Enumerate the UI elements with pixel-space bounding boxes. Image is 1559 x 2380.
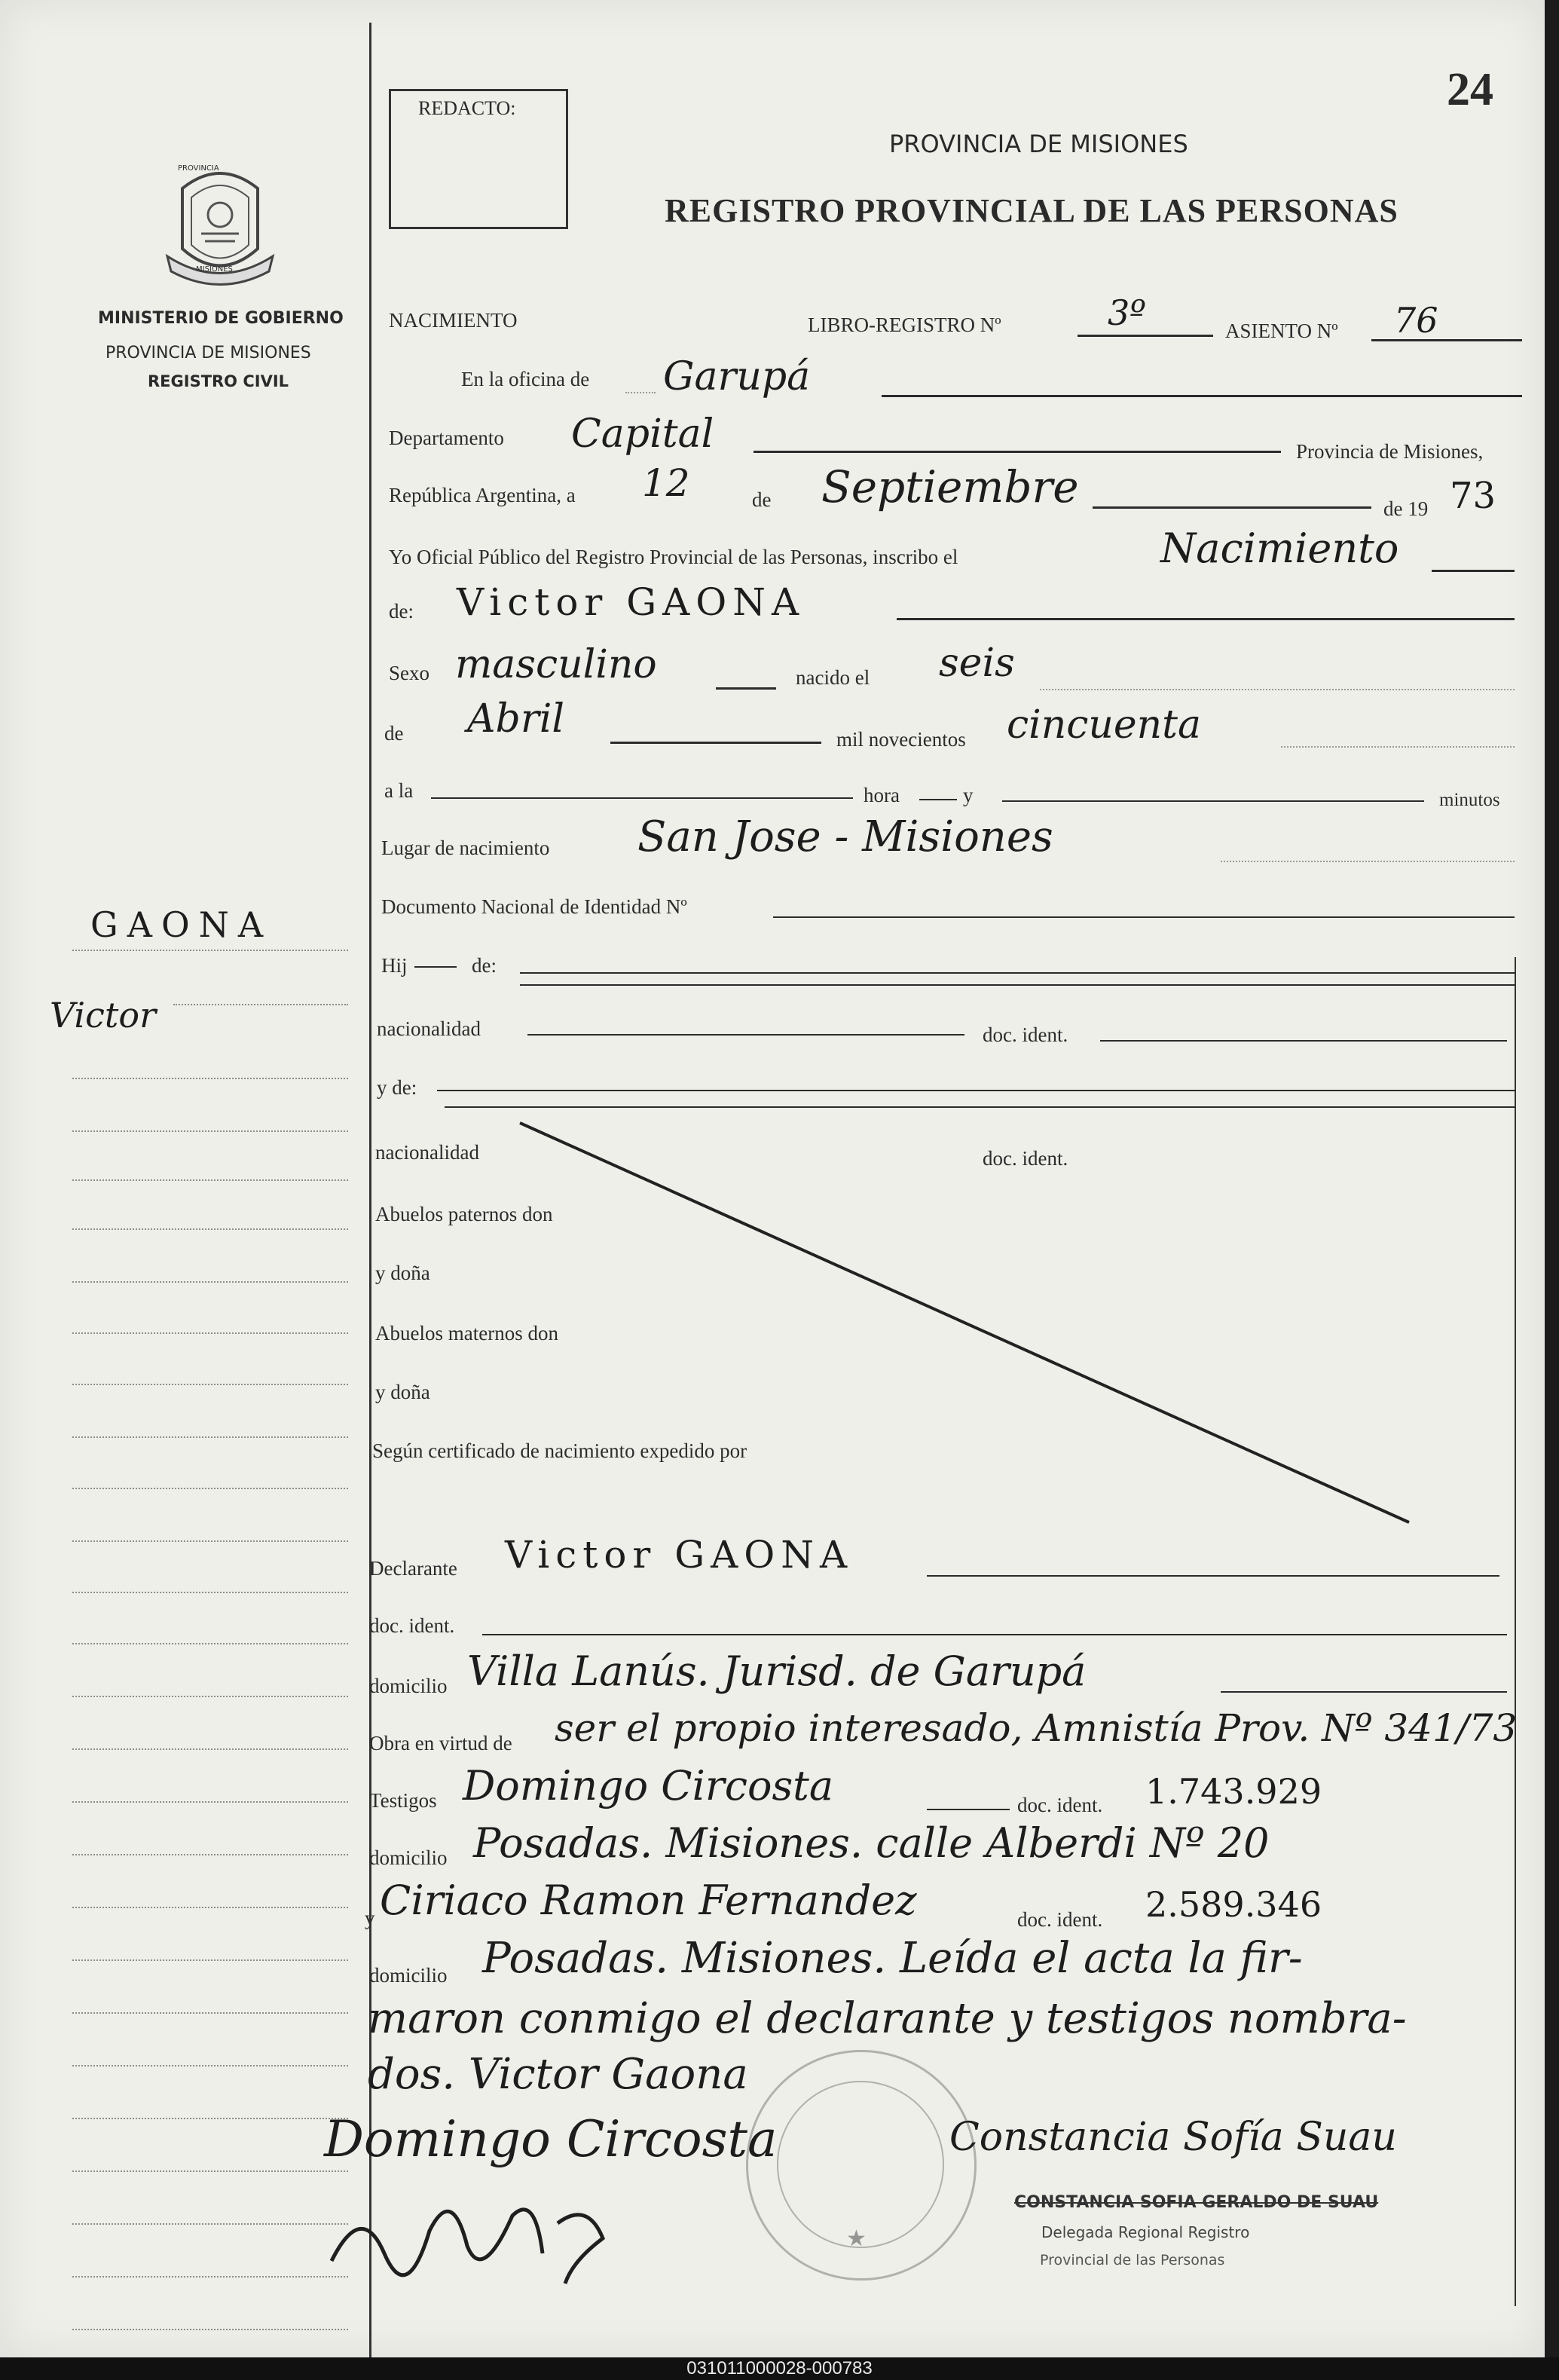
stamp-line2: Delegada Regional Registro xyxy=(1041,2223,1250,2241)
value-departamento: Capital xyxy=(571,411,714,457)
label-de: de xyxy=(752,488,772,511)
label-de-mes: de xyxy=(384,722,404,745)
value-cierre2: dos. Victor Gaona xyxy=(368,2050,748,2099)
ministry-line1: MINISTERIO DE GOBIERNO xyxy=(98,309,344,328)
value-inscripcion: Nacimiento xyxy=(1160,525,1399,572)
value-oficina: Garupá xyxy=(663,354,811,399)
label-a-la: a la xyxy=(384,779,414,802)
cancellation-diagonal xyxy=(512,1115,1417,1537)
label-segun: Según certificado de nacimiento expedido por xyxy=(372,1439,747,1462)
label-hijo-de: de: xyxy=(472,954,497,977)
value-declarante: Victor GAONA xyxy=(505,1533,854,1577)
value-testigo2-doc: 2.589.346 xyxy=(1145,1884,1322,1925)
signature-testigo1: Domingo Circosta xyxy=(324,2110,778,2168)
label-abuelos-maternos: Abuelos maternos don xyxy=(375,1322,558,1344)
label-doc-ident-5: doc. ident. xyxy=(1017,1908,1103,1931)
value-testigo2: Ciriaco Ramon Fernandez xyxy=(380,1877,917,1924)
margin-given-name: Victor xyxy=(50,995,157,1036)
stamp-line1: CONSTANCIA SOFIA GERALDO DE SUAU xyxy=(1014,2193,1379,2212)
label-y-testigo: y xyxy=(365,1907,375,1929)
value-domicilio2: Posadas. Misiones. calle Alberdi Nº 20 xyxy=(473,1819,1270,1867)
label-doc-ident-1: doc. ident. xyxy=(983,1023,1068,1046)
label-provincia: Provincia de Misiones, xyxy=(1296,440,1484,463)
value-sexo: masculino xyxy=(455,642,657,687)
header-province: PROVINCIA DE MISIONES xyxy=(889,130,1188,158)
label-yo-oficial: Yo Oficial Público del Registro Provincial de las Personas, inscribo el xyxy=(389,546,958,568)
label-nacimiento: NACIMIENTO xyxy=(389,309,518,332)
stamp-line3: Provincial de las Personas xyxy=(1040,2252,1225,2268)
label-de19: de 19 xyxy=(1383,497,1429,520)
value-nacido-anio: cincuenta xyxy=(1007,702,1202,748)
seal-text-top: PROVINCIA xyxy=(178,164,219,173)
redacto-label: REDACTO: xyxy=(418,97,516,119)
official-round-stamp xyxy=(746,2050,977,2281)
ministry-line2: PROVINCIA DE MISIONES xyxy=(105,344,311,363)
label-y-de: y de: xyxy=(377,1076,417,1099)
value-asiento: 76 xyxy=(1394,300,1438,341)
label-minutos: minutos xyxy=(1439,790,1500,810)
label-libro: LIBRO-REGISTRO Nº xyxy=(808,314,1001,336)
value-anio: 73 xyxy=(1450,475,1496,517)
label-sexo: Sexo xyxy=(389,662,429,684)
value-nombre: Victor GAONA xyxy=(457,580,805,624)
label-lugar: Lugar de nacimiento xyxy=(381,837,550,859)
label-testigos: Testigos xyxy=(369,1789,437,1812)
value-mes: Septiembre xyxy=(821,461,1079,512)
label-de-nombre: de: xyxy=(389,600,414,623)
value-cierre1: maron conmigo el declarante y testigos nombra- xyxy=(368,1994,1407,2043)
label-domicilio-3: domicilio xyxy=(369,1964,448,1987)
label-hijo: Hij xyxy=(381,954,408,977)
label-obra: Obra en virtud de xyxy=(369,1732,512,1754)
label-doc-ident-3: doc. ident. xyxy=(369,1614,455,1637)
signature-scribble xyxy=(316,2170,708,2291)
label-hora: hora xyxy=(864,784,900,806)
right-border-line xyxy=(1515,957,1516,2306)
value-libro: 3º xyxy=(1108,292,1146,333)
value-dia: 12 xyxy=(642,461,690,505)
value-nacido-dia: seis xyxy=(939,641,1015,686)
label-documento: Documento Nacional de Identidad Nº xyxy=(381,895,687,918)
label-republica: República Argentina, a xyxy=(389,484,576,506)
value-domicilio1: Villa Lanús. Jurisd. de Garupá xyxy=(467,1647,1087,1695)
value-nacido-mes: Abril xyxy=(467,696,564,742)
seal-text-bottom: MISIONES xyxy=(196,265,233,274)
value-testigo1-doc: 1.743.929 xyxy=(1145,1771,1322,1812)
signature-oficial: Constancia Sofía Suau xyxy=(949,2115,1397,2160)
label-oficina: En la oficina de xyxy=(461,368,590,390)
margin-surname: GAONA xyxy=(90,904,273,945)
label-domicilio-1: domicilio xyxy=(369,1675,448,1697)
label-departamento: Departamento xyxy=(389,427,504,449)
label-domicilio-2: domicilio xyxy=(369,1846,448,1869)
label-nacido-el: nacido el xyxy=(796,666,870,689)
header-title: REGISTRO PROVINCIAL DE LAS PERSONAS xyxy=(665,192,1399,229)
value-obra: ser el propio interesado, Amnistía Prov. Nº 341/73 xyxy=(555,1706,1518,1750)
label-y-dona-1: y doña xyxy=(375,1262,430,1284)
label-doc-ident-4: doc. ident. xyxy=(1017,1794,1103,1816)
star-icon: ★ xyxy=(846,2226,867,2251)
value-domicilio3: Posadas. Misiones. Leída el acta la fir- xyxy=(482,1934,1303,1983)
label-abuelos-paternos: Abuelos paternos don xyxy=(375,1203,553,1225)
value-testigo1: Domingo Circosta xyxy=(463,1762,834,1809)
label-nacionalidad-1: nacionalidad xyxy=(377,1017,481,1040)
label-nacionalidad-2: nacionalidad xyxy=(375,1141,479,1164)
page-number: 24 xyxy=(1447,64,1493,115)
value-lugar: San Jose - Misiones xyxy=(637,812,1053,861)
redacto-box xyxy=(389,89,568,229)
label-mil-novecientos: mil novecientos xyxy=(836,728,966,751)
left-margin-column xyxy=(0,0,371,2357)
label-asiento: ASIENTO Nº xyxy=(1225,320,1338,342)
label-y: y xyxy=(963,784,974,806)
label-doc-ident-2: doc. ident. xyxy=(983,1147,1068,1170)
label-y-dona-2: y doña xyxy=(375,1381,430,1403)
label-declarante: Declarante xyxy=(369,1557,457,1580)
ministry-line3: REGISTRO CIVIL xyxy=(148,372,289,390)
footer-id-bar: 031011000028-000783 xyxy=(0,2357,1559,2380)
